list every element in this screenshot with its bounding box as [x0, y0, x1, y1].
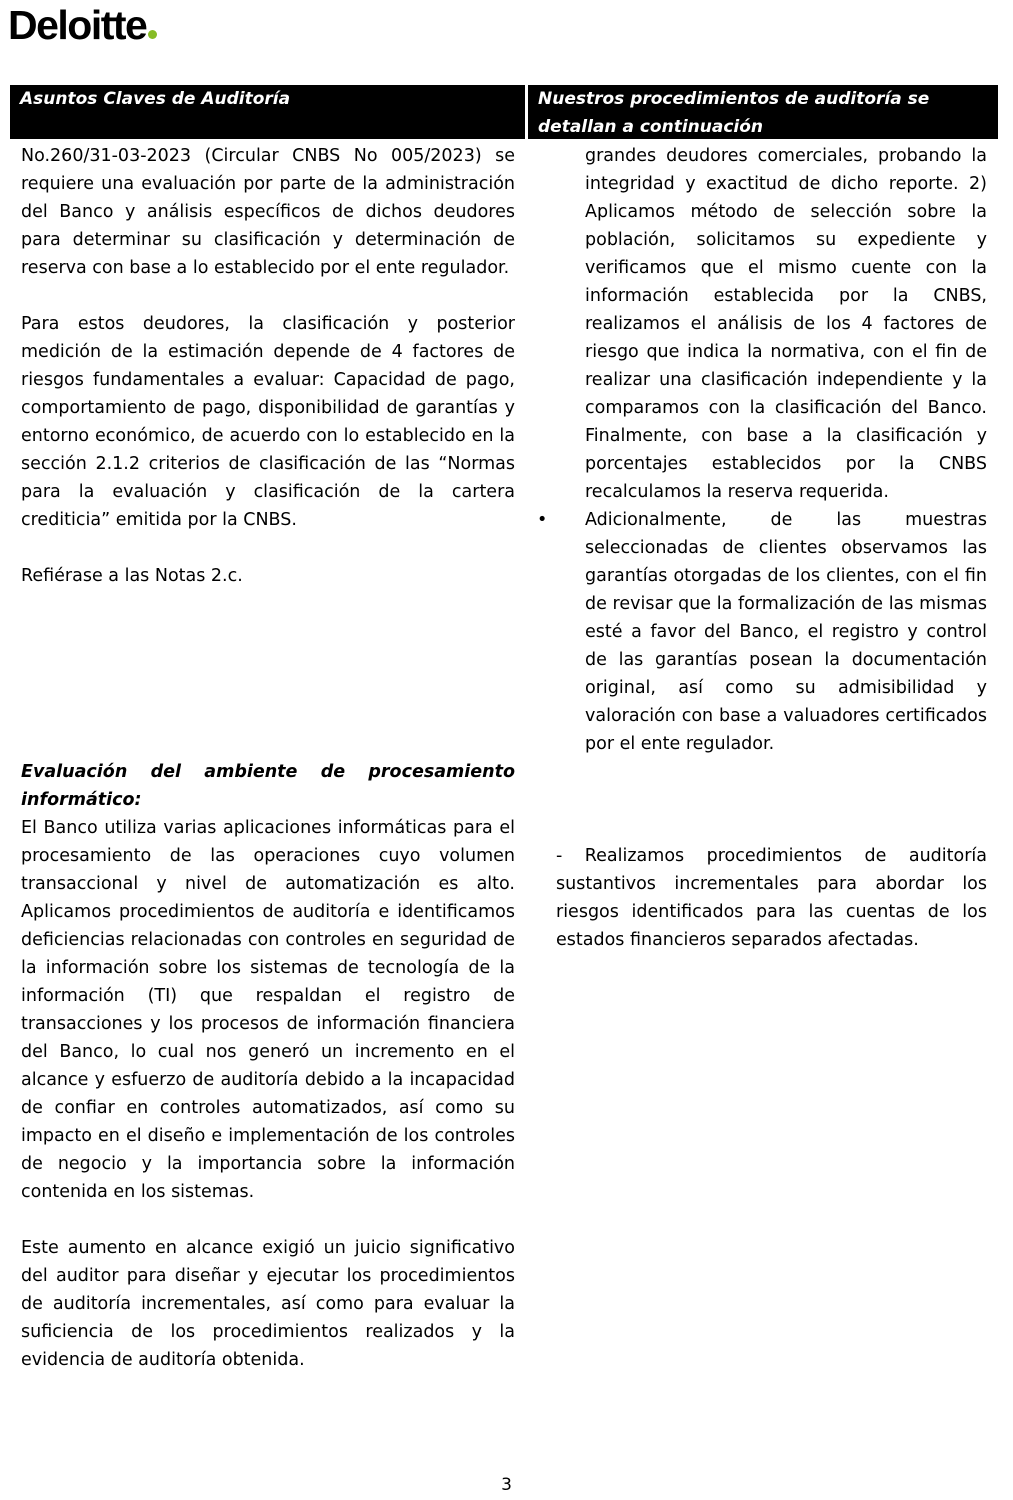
right-bullet-paragraph: Adicionalmente, de las muestras seleccionadas de clientes observamos las garantías otorgadas de los clientes, con el fin de revisar que la formalización de las mismas esté a favor del Banco, el registro y control de las garantías posean la documentación original, así como su admisibilidad y valoración con base a valuadores certificados por el ente regulador. — [585, 510, 987, 754]
logo-green-dot-icon — [148, 30, 157, 39]
left-paragraph-2: Para estos deudores, la clasificación y posterior medición de la estimación depende de 4 factores de riesgos fundamentales a evaluar: Capacidad de pago, comportamiento de pago, disponibilidad de garantías y entorno económico, de acuerdo con lo establecido en la sección 2.1.2 criterios de clasificación de las “Normas para la evaluación y clasificación de la cartera crediticia” emitida por la CNBS. — [21, 314, 515, 530]
procedures-continued-text — [585, 142, 987, 506]
left-paragraph-notes-reference: Refiérase a las Notas 2.c. — [21, 566, 243, 586]
left-paragraph-4: El Banco utiliza varias aplicaciones informáticas para el procesamiento de las operaciones cuyo volumen transaccional y nivel de automatización es alto. Aplicamos procedimientos de auditoría e identificamos deficiencias relacionadas con controles en seguridad de la información sobre los sistemas de tecnología de la información (TI) que respaldan el registro de transacciones y los procesos de información financiera del Banco, lo cual nos generó un incremento en el alcance y esfuerzo de auditoría debido a la incapacidad de confiar en controles automatizados, así como su impacto en el diseño e implementación de los controles de negocio y la importancia sobre la información contenida en los sistemas. — [21, 818, 515, 1202]
left-paragraph-5: Este aumento en alcance exigió un juicio significativo del auditor para diseñar y ejecutar los procedimientos de auditoría incrementales, así como para evaluar la suficiencia de los procedimientos realizados y la evidencia de auditoría obtenida. — [21, 1238, 515, 1370]
logo-text: Deloitte — [8, 2, 147, 48]
header-key-audit-matters — [10, 85, 525, 139]
bullet-icon: • — [537, 510, 548, 530]
left-paragraph-1: No.260/31-03-2023 (Circular CNBS No 005/2023) se requiere una evaluación por parte de la administración del Banco y análisis específicos de dichos deudores para determinar su clasificación y determinación de reserva con base a lo establecido por el ente regulador. — [21, 146, 515, 278]
page-number: 3 — [501, 1475, 512, 1495]
key-audit-matters-column — [21, 142, 515, 1374]
header-right-label: Nuestros procedimientos de auditoría se detallan a continuación — [538, 89, 930, 137]
header-audit-procedures — [528, 85, 998, 139]
deloitte-logo — [8, 2, 157, 48]
procedures-dash-item — [556, 842, 987, 954]
header-left-label: Asuntos Claves de Auditoría — [20, 89, 291, 109]
section-subheading-it-environment: Evaluación del ambiente de procesamiento informático: — [21, 762, 515, 810]
procedures-bullet-item — [585, 506, 987, 758]
right-continued-paragraph: grandes deudores comerciales, probando la integridad y exactitud de dicho reporte. 2) Aplicamos método de selección sobre la población, solicitamos su expediente y verificamos que el mismo cuente con la información establecida por la CNBS, realizamos el análisis de los 4 factores de riesgo que indica la normativa, con el fin de realizar una clasificación independiente y la comparamos con la clasificación del Banco. Finalmente, con base a la clasificación y porcentajes establecidos por la CNBS recalculamos la reserva requerida. — [585, 146, 987, 502]
right-dash-paragraph: - Realizamos procedimientos de auditoría sustantivos incrementales para abordar los riesgos identificados para las cuentas de los estados financieros separados afectadas. — [556, 846, 987, 950]
